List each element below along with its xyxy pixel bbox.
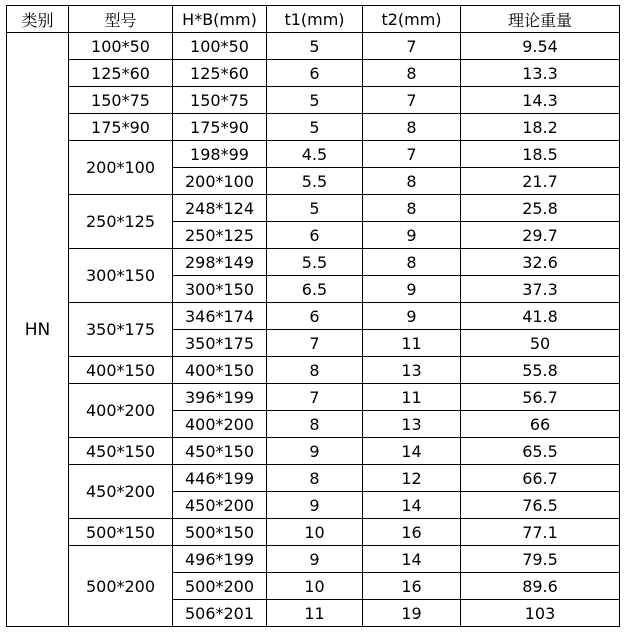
t1-cell: 8: [267, 411, 363, 438]
model-cell: 450*150: [69, 438, 173, 465]
header-weight: 理论重量: [461, 6, 620, 33]
hxb-cell: 500*150: [173, 519, 267, 546]
model-cell: 500*200: [69, 546, 173, 627]
weight-cell: 29.7: [461, 222, 620, 249]
t2-cell: 9: [363, 276, 461, 303]
weight-cell: 66.7: [461, 465, 620, 492]
hxb-cell: 200*100: [173, 168, 267, 195]
hxb-cell: 350*175: [173, 330, 267, 357]
category-cell: HN: [7, 33, 69, 627]
t2-cell: 11: [363, 384, 461, 411]
t2-cell: 7: [363, 33, 461, 60]
hxb-cell: 500*200: [173, 573, 267, 600]
hxb-cell: 175*90: [173, 114, 267, 141]
weight-cell: 50: [461, 330, 620, 357]
weight-cell: 41.8: [461, 303, 620, 330]
hxb-cell: 198*99: [173, 141, 267, 168]
table-row: [7, 384, 620, 411]
header-t1: t1(mm): [267, 6, 363, 33]
t2-cell: 16: [363, 519, 461, 546]
t1-cell: 6.5: [267, 276, 363, 303]
hxb-cell: 496*199: [173, 546, 267, 573]
hxb-cell: 300*150: [173, 276, 267, 303]
t1-cell: 9: [267, 438, 363, 465]
t1-cell: 5.5: [267, 249, 363, 276]
header-category: 类别: [7, 6, 69, 33]
steel-spec-table: [6, 5, 620, 627]
t2-cell: 14: [363, 546, 461, 573]
table-row: [7, 141, 620, 168]
hxb-cell: 250*125: [173, 222, 267, 249]
t1-cell: 6: [267, 60, 363, 87]
t1-cell: 9: [267, 546, 363, 573]
weight-cell: 21.7: [461, 168, 620, 195]
table-row: [7, 465, 620, 492]
hxb-cell: 125*60: [173, 60, 267, 87]
table-body: [7, 33, 620, 627]
table-row: [7, 438, 620, 465]
model-cell: 300*150: [69, 249, 173, 303]
model-cell: 350*175: [69, 303, 173, 357]
model-cell: 200*100: [69, 141, 173, 195]
header-model: 型号: [69, 6, 173, 33]
table-row: [7, 195, 620, 222]
table-row: [7, 60, 620, 87]
hxb-cell: 400*150: [173, 357, 267, 384]
table-row: [7, 303, 620, 330]
model-cell: 400*200: [69, 384, 173, 438]
t1-cell: 8: [267, 465, 363, 492]
weight-cell: 56.7: [461, 384, 620, 411]
t2-cell: 8: [363, 168, 461, 195]
t2-cell: 13: [363, 411, 461, 438]
hxb-cell: 248*124: [173, 195, 267, 222]
weight-cell: 9.54: [461, 33, 620, 60]
header-t2: t2(mm): [363, 6, 461, 33]
t2-cell: 16: [363, 573, 461, 600]
t2-cell: 8: [363, 249, 461, 276]
t1-cell: 5: [267, 114, 363, 141]
hxb-cell: 298*149: [173, 249, 267, 276]
table-row: [7, 519, 620, 546]
t1-cell: 8: [267, 357, 363, 384]
weight-cell: 89.6: [461, 573, 620, 600]
hxb-cell: 346*174: [173, 303, 267, 330]
t1-cell: 5.5: [267, 168, 363, 195]
t2-cell: 14: [363, 492, 461, 519]
weight-cell: 76.5: [461, 492, 620, 519]
model-cell: 450*200: [69, 465, 173, 519]
weight-cell: 18.2: [461, 114, 620, 141]
t2-cell: 13: [363, 357, 461, 384]
t1-cell: 7: [267, 384, 363, 411]
t2-cell: 19: [363, 600, 461, 627]
t1-cell: 5: [267, 87, 363, 114]
weight-cell: 79.5: [461, 546, 620, 573]
weight-cell: 13.3: [461, 60, 620, 87]
table-row: [7, 114, 620, 141]
hxb-cell: 446*199: [173, 465, 267, 492]
t2-cell: 9: [363, 303, 461, 330]
t2-cell: 8: [363, 60, 461, 87]
weight-cell: 32.6: [461, 249, 620, 276]
t2-cell: 8: [363, 114, 461, 141]
weight-cell: 18.5: [461, 141, 620, 168]
weight-cell: 25.8: [461, 195, 620, 222]
weight-cell: 55.8: [461, 357, 620, 384]
t1-cell: 7: [267, 330, 363, 357]
t1-cell: 6: [267, 222, 363, 249]
t2-cell: 14: [363, 438, 461, 465]
model-cell: 250*125: [69, 195, 173, 249]
t1-cell: 10: [267, 519, 363, 546]
table-row: [7, 546, 620, 573]
weight-cell: 65.5: [461, 438, 620, 465]
hxb-cell: 450*200: [173, 492, 267, 519]
table-row: [7, 249, 620, 276]
t2-cell: 7: [363, 87, 461, 114]
table-row: [7, 87, 620, 114]
t2-cell: 7: [363, 141, 461, 168]
t1-cell: 5: [267, 195, 363, 222]
t2-cell: 12: [363, 465, 461, 492]
header-hxb: H*B(mm): [173, 6, 267, 33]
header-row: [7, 6, 620, 33]
hxb-cell: 396*199: [173, 384, 267, 411]
model-cell: 100*50: [69, 33, 173, 60]
weight-cell: 14.3: [461, 87, 620, 114]
t1-cell: 11: [267, 600, 363, 627]
weight-cell: 103: [461, 600, 620, 627]
hxb-cell: 150*75: [173, 87, 267, 114]
t2-cell: 11: [363, 330, 461, 357]
t1-cell: 9: [267, 492, 363, 519]
weight-cell: 37.3: [461, 276, 620, 303]
t1-cell: 5: [267, 33, 363, 60]
t2-cell: 8: [363, 195, 461, 222]
t2-cell: 9: [363, 222, 461, 249]
hxb-cell: 100*50: [173, 33, 267, 60]
model-cell: 400*150: [69, 357, 173, 384]
hxb-cell: 506*201: [173, 600, 267, 627]
weight-cell: 77.1: [461, 519, 620, 546]
t1-cell: 4.5: [267, 141, 363, 168]
model-cell: 125*60: [69, 60, 173, 87]
table-row: [7, 33, 620, 60]
model-cell: 175*90: [69, 114, 173, 141]
t1-cell: 10: [267, 573, 363, 600]
weight-cell: 66: [461, 411, 620, 438]
hxb-cell: 400*200: [173, 411, 267, 438]
table-row: [7, 357, 620, 384]
t1-cell: 6: [267, 303, 363, 330]
model-cell: 500*150: [69, 519, 173, 546]
model-cell: 150*75: [69, 87, 173, 114]
hxb-cell: 450*150: [173, 438, 267, 465]
